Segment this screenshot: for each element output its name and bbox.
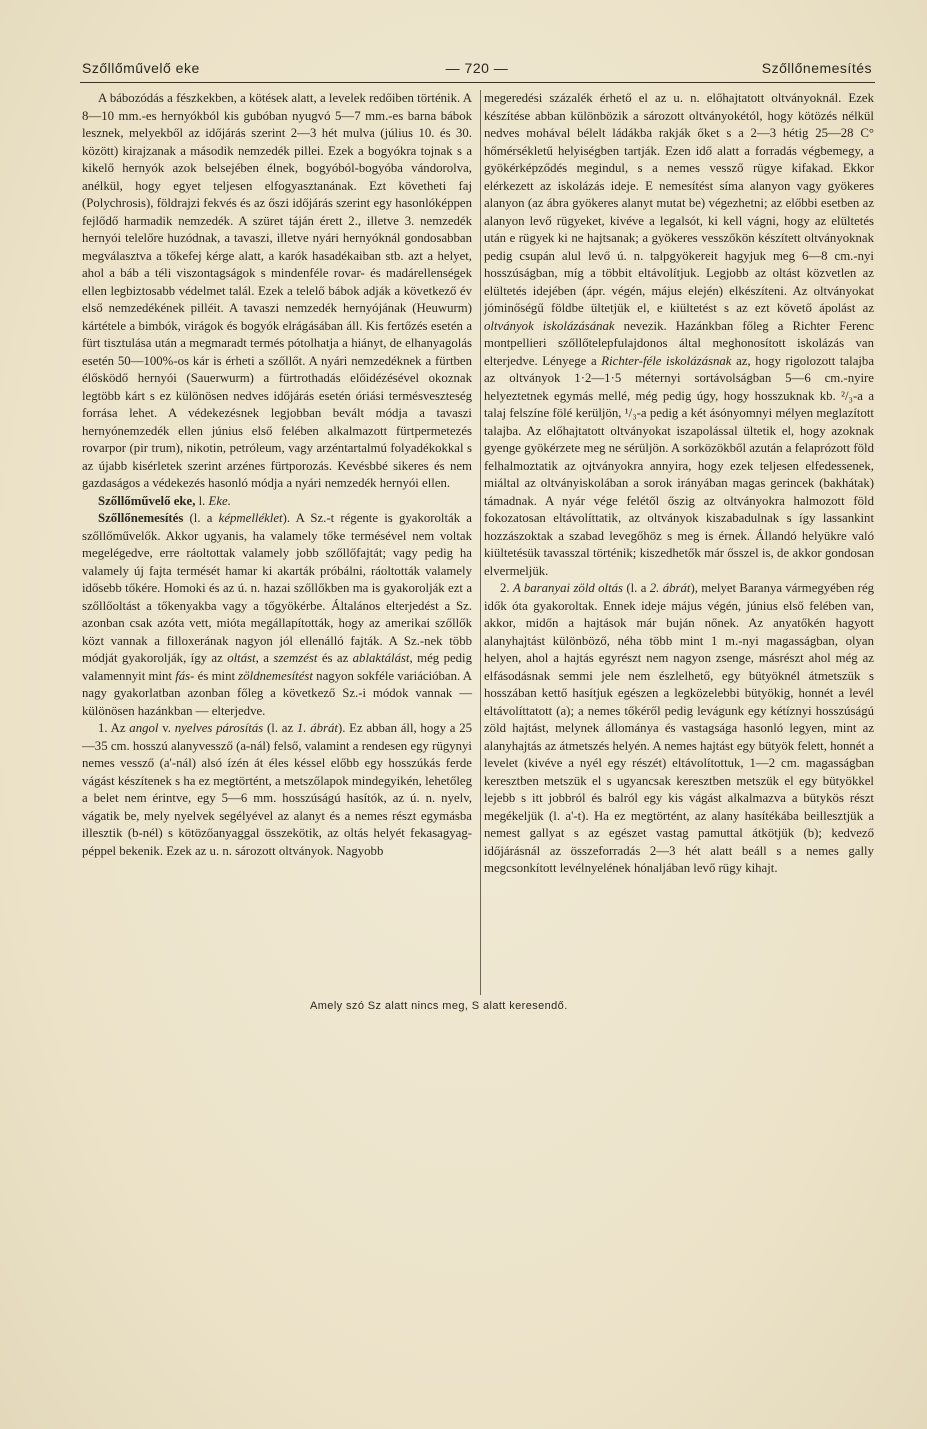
entry-szollomuvelo-eke [82, 493, 472, 511]
method-number: 1. Az [98, 721, 130, 735]
entry-text: és az [317, 651, 353, 665]
entry-headword: Szőllőművelő eke, [98, 493, 196, 508]
entry-text: ). A Sz.-t régente is gyakorolták a szőllőművelők. Akkor ugyanis, ha valamely tőke termésével nem voltak megelégedve, erre ráoltottak valamely jobb szőllőfajtát; vagy pedig ha valamely új fajta termését hamar ki akarták próbálni, ráoltották valamely idősebb tőkére. Homoki és az ú. n. hazai szőllőkben ma is gyakorolják ezt a szőllőoltást a tőkenyakba vagy a tőgyökérbe. Általános elterjedést a Sz. azonban csak azóta vett, mióta megállapították, hogy az amerikai szőllők közt vannak a filloxerának nagyon jól ellenálló fajták. A Sz.-nek több módját gyakorolják, így az [82, 511, 472, 665]
italic-term: zöldnemesítést [238, 668, 313, 683]
figure-reference: 1. ábrát [296, 721, 338, 735]
method-1-angol [82, 720, 472, 860]
entry-text: (l. a [183, 511, 219, 525]
italic-term: A baranyai zöld oltás [512, 581, 624, 595]
italic-term: angol [129, 721, 159, 735]
paragraph-babozodas: A bábozódás a fészkekben, a kötések alatt, a levelek redőiben történik. A 8—10 mm.-es hernyókból kis gubóban nyugvó 5—7 mm.-es barna bábok lesznek, melyekből az időjárás szerint 2—3 hét mulva (július 10. és 30. között) kirajzanak a második nemzedék pillei. Ezek a bogyókra tojnak s a kikelő hernyók azok belsejében élnek, bogyóból-bogyóba vándorolva, anélkül, hogy egyet teljesen elfogyasztanának. Ezt követheti faj (Polychrosis), földrajzi fekvés és az őszi időjárás szerint egy hasonlóképpen fejlődő harmadik nemzedék. A szüret táján érett 2., illetve 3. nemzedék hernyói telelőre huzódnak, a tavaszi, illetve nyári hernyóknál gondosabban megválasztva a tőkefej kérge alatt, a karók hasadékaiban stb. azt a helyet, ahol a báb a téli viszontagságok s mindenféle rovar- és madárellenségek ellen legbiztosabb védelmet talál. Ezek a telelő bábok adják a következő év első nemzedékének pilléit. A tavaszi nemzedék hernyójának (Heuwurm) kártétele a bimbók, virágok és bogyók elrágásában áll. Kis fertőzés esetén a fürt tisztulása után a megmaradt termés pótolhatja a hiányt, de elhanyagolás esetén 50—100%-os kár is érheti a szőllőt. A nyári nemzedéknek a fürtben élősködő hernyói (Sauerwurm) a fürtrothadás előidézésével okoznak legtöbb kárt s ez különösen nedves időjárás esetén óriási termésveszteség forrása lehet. A védekezésnek legjobban bevált módja a tavaszi hernyónemzedék ellen június első felében alkalmazott fürtpermetezés rovarpor (pir trum), nikotin, petróleum, vagy arzéntartalmú folyadékokkal s az újabb kisérletek szerint arzénes fürtporozás. Kevésbbé sikeres és nem gazdaságos a védekezés hasonló módja a nyári nemzedék hernyói ellen. [82, 91, 472, 490]
paragraph-elohajtatott [484, 90, 874, 580]
entry-text: , még pedig valamennyit mint [82, 651, 473, 683]
entry-text: nevezik. Hazánkban főleg a Richter Ferenc montpellieri szőllőtelepfulajdonos által meghonosított iskolázás van elterjedve. Lényege a [484, 318, 874, 368]
entry-text: (l. az [263, 721, 297, 735]
italic-term: oltványok iskolázásának [484, 318, 615, 333]
cross-reference: képmelléklet [218, 511, 283, 525]
header-left-keyword: Szőllőművelő eke [82, 60, 200, 76]
entry-headword: Szőllőnemesítés [98, 511, 184, 525]
italic-term: szemzést [273, 651, 318, 665]
column-divider [480, 90, 481, 995]
page-footer-note: Amely szó Sz alatt nincs meg, S alatt keresendő. [310, 1000, 568, 1012]
entry-szollonemesites [82, 510, 472, 720]
method-number: 2. [500, 581, 513, 595]
entry-text: l. [195, 493, 209, 508]
entry-text: az, hogy rigolozott talajba az oltványok 1·2—1·5 méternyi sortávolságban 5—6 cm.-nyire helyeztetnek egymás mellé, még pedig úgy, hogy hosszuknak kb. ²/₃-a a talaj felszíne fölé kerüljön, ¹/₃-a pedig a két ásónyomnyi mélyen meglazított talajba. Az előhajtatott oltványokat iszapolással ültetik el, hogy azoknak gyenge gyökérzete meg ne sérüljön. A sorközökből azután a felaprózott föld felhalmoztatik az ojtványokra annyira, hogy ezek teljesen elfedessenek, miáltal az oltványiskolában a sorok irányában magas gerincek (bakhátak) támadnak. A nyár vége felétől őszig az oltványokra halmozott föld fokozatosan eltávolíttatik, az oltványok kiszabadulnak s így lassankint hozzászoktak a szabad levegőhöz s meg is érnek. Állandó helyükre való kiültetésük tavasszal történik; kiszedhetők már ősszel is, de akkor gondosan elvermeljük. [484, 353, 875, 578]
right-column [484, 90, 874, 1090]
method-2-baranyai [484, 580, 874, 878]
entry-text: és mint [194, 668, 239, 683]
entry-text: ), melyet Baranya vármegyében rég idők óta gyakoroltak. Ennek ideje május végén, június első felében van, akkor, midőn a hajtások már buján nőnek. Az anyatőkén hagyott alanyhajtást különböző, néha több mint 1 m.-nyi magasságban, olyan helyen, ahol a hajtás egyrészt nem nagyon zsenge, másrészt ahol még az elfásodásnak semmi jele nem észlelhető, egy bütyöknél átmetszük s hosszában kettő hasítjuk egészen a legközelebbi bütyökig, honnét a levél eltávolíttatott (a); a nemes tőkéről pedig levágunk egy kétíznyi hosszúságú zöld hajtást, melynek állománya és vastagsága hasonló legyen, mint az alanyhajtás az átmetszés helyén. A nemes hajtást egy bütyök felett, honnét a levelet (kivéve a nyél egy részét) eltávolítottuk, 1—2 cm. magasságban keresztben metszük el s ugyancsak keresztben metszük el egy bütyökkel lejebb s itt jobbról és balról egy kis vágást alkalmazva a bütykös részt megékeljük (l. a'-t). Ha ez megtörtént, az alany hasítékába beillesztjük a nemest gallyat s az egészet vastag pamuttal átkötjük (b); kedvező időjárásnál az összeforradás 2—3 hét alatt beáll s a nemes gally megcsonkított levélnyelének hónaljában levő rügy kihajt. [484, 581, 875, 875]
left-column [82, 90, 472, 1090]
entry-text: nagyon sokféle variációban. A nagy gyakorlatban azonban főleg a következő Sz.-i módok vannak — különösen hazánkban — elterjedve. [82, 668, 472, 718]
italic-term: nyelves párosítás [174, 721, 264, 735]
italic-term: fás- [175, 668, 195, 683]
header-rule [80, 82, 875, 83]
header-right-keyword: Szőllőnemesítés [761, 60, 872, 76]
page-header [82, 60, 872, 82]
figure-reference: 2. ábrát [649, 581, 691, 595]
page-number: — 720 — [445, 60, 509, 76]
entry-text: megeredési százalék érhető el az u. n. előhajtatott oltványoknál. Ezek készítése abban különbözik a sározott oltványokétól, hogy kötözés nélkül nedves mohával bélelt ládákba rakják őket s a 2—3 hétig 25—28 C° hőmérsékletű helyiségben tartják. Ezen idő alatt a forradás végbemegy, a gyökérképződés megindul, s a nemes vessző rügye kifakad. Ekkor elérkezett az iskolázás ideje. E nemesítést síma alanyon vagy gyökeres alanyon (az ábra gyökeres alanyt mutat be) végezhetni; az előbbi esetben az alanyon levő rügyeket, kivéve a legalsót, ki kell vágni, hogy az elültetés után e rügyek ki ne hajtsanak; a gyökeres vesszőkön készített oltványoknak pedig csupán alul levő ú. n. talpgyökereit hagyjuk meg 6—8 cm.-nyi hosszúságban, míg a többit eltávolítjuk. Legjobb az oltást közvetlen az elültetés idejében (ápr. végén, május elején) elkészíteni. Az oltványokat jóminőségű földbe ültetjük el, e kiültetést s az ezt követő ápolást az [484, 91, 874, 315]
italic-term: oltást [227, 651, 256, 665]
entry-text: (l. a [623, 581, 650, 595]
cross-reference: Eke. [208, 493, 231, 508]
entry-text: , a [255, 651, 274, 665]
entry-text: ). Ez abban áll, hogy a 25—35 cm. hosszú alanyvessző (a-nál) felső, valamint a rendesen egy rügynyi nemes vessző (a'-nál) alsó ízén át éles késsel előbb egy hosszúkás ferde vágást készítenek s ha ez megtörtént, a metszőlapok mindegyikén, lehetőleg a belet nem érintve, egy 5—6 mm. hosszúságú hasítók, az ú. n. nyelv, vágatik be, mely nyelvek segélyével az alanyt és a nemes részt egymásba illesztik (b-nél) s kötözőanyaggal összekötik, az oltás helyét fekasagyag-péppel bekenik. Ezek az u. n. sározott oltványok. Nagyobb [82, 721, 472, 858]
italic-term: Richter-féle iskolázásnak [601, 353, 732, 368]
entry-text: v. [158, 721, 175, 735]
italic-term: ablaktálást [352, 651, 410, 665]
